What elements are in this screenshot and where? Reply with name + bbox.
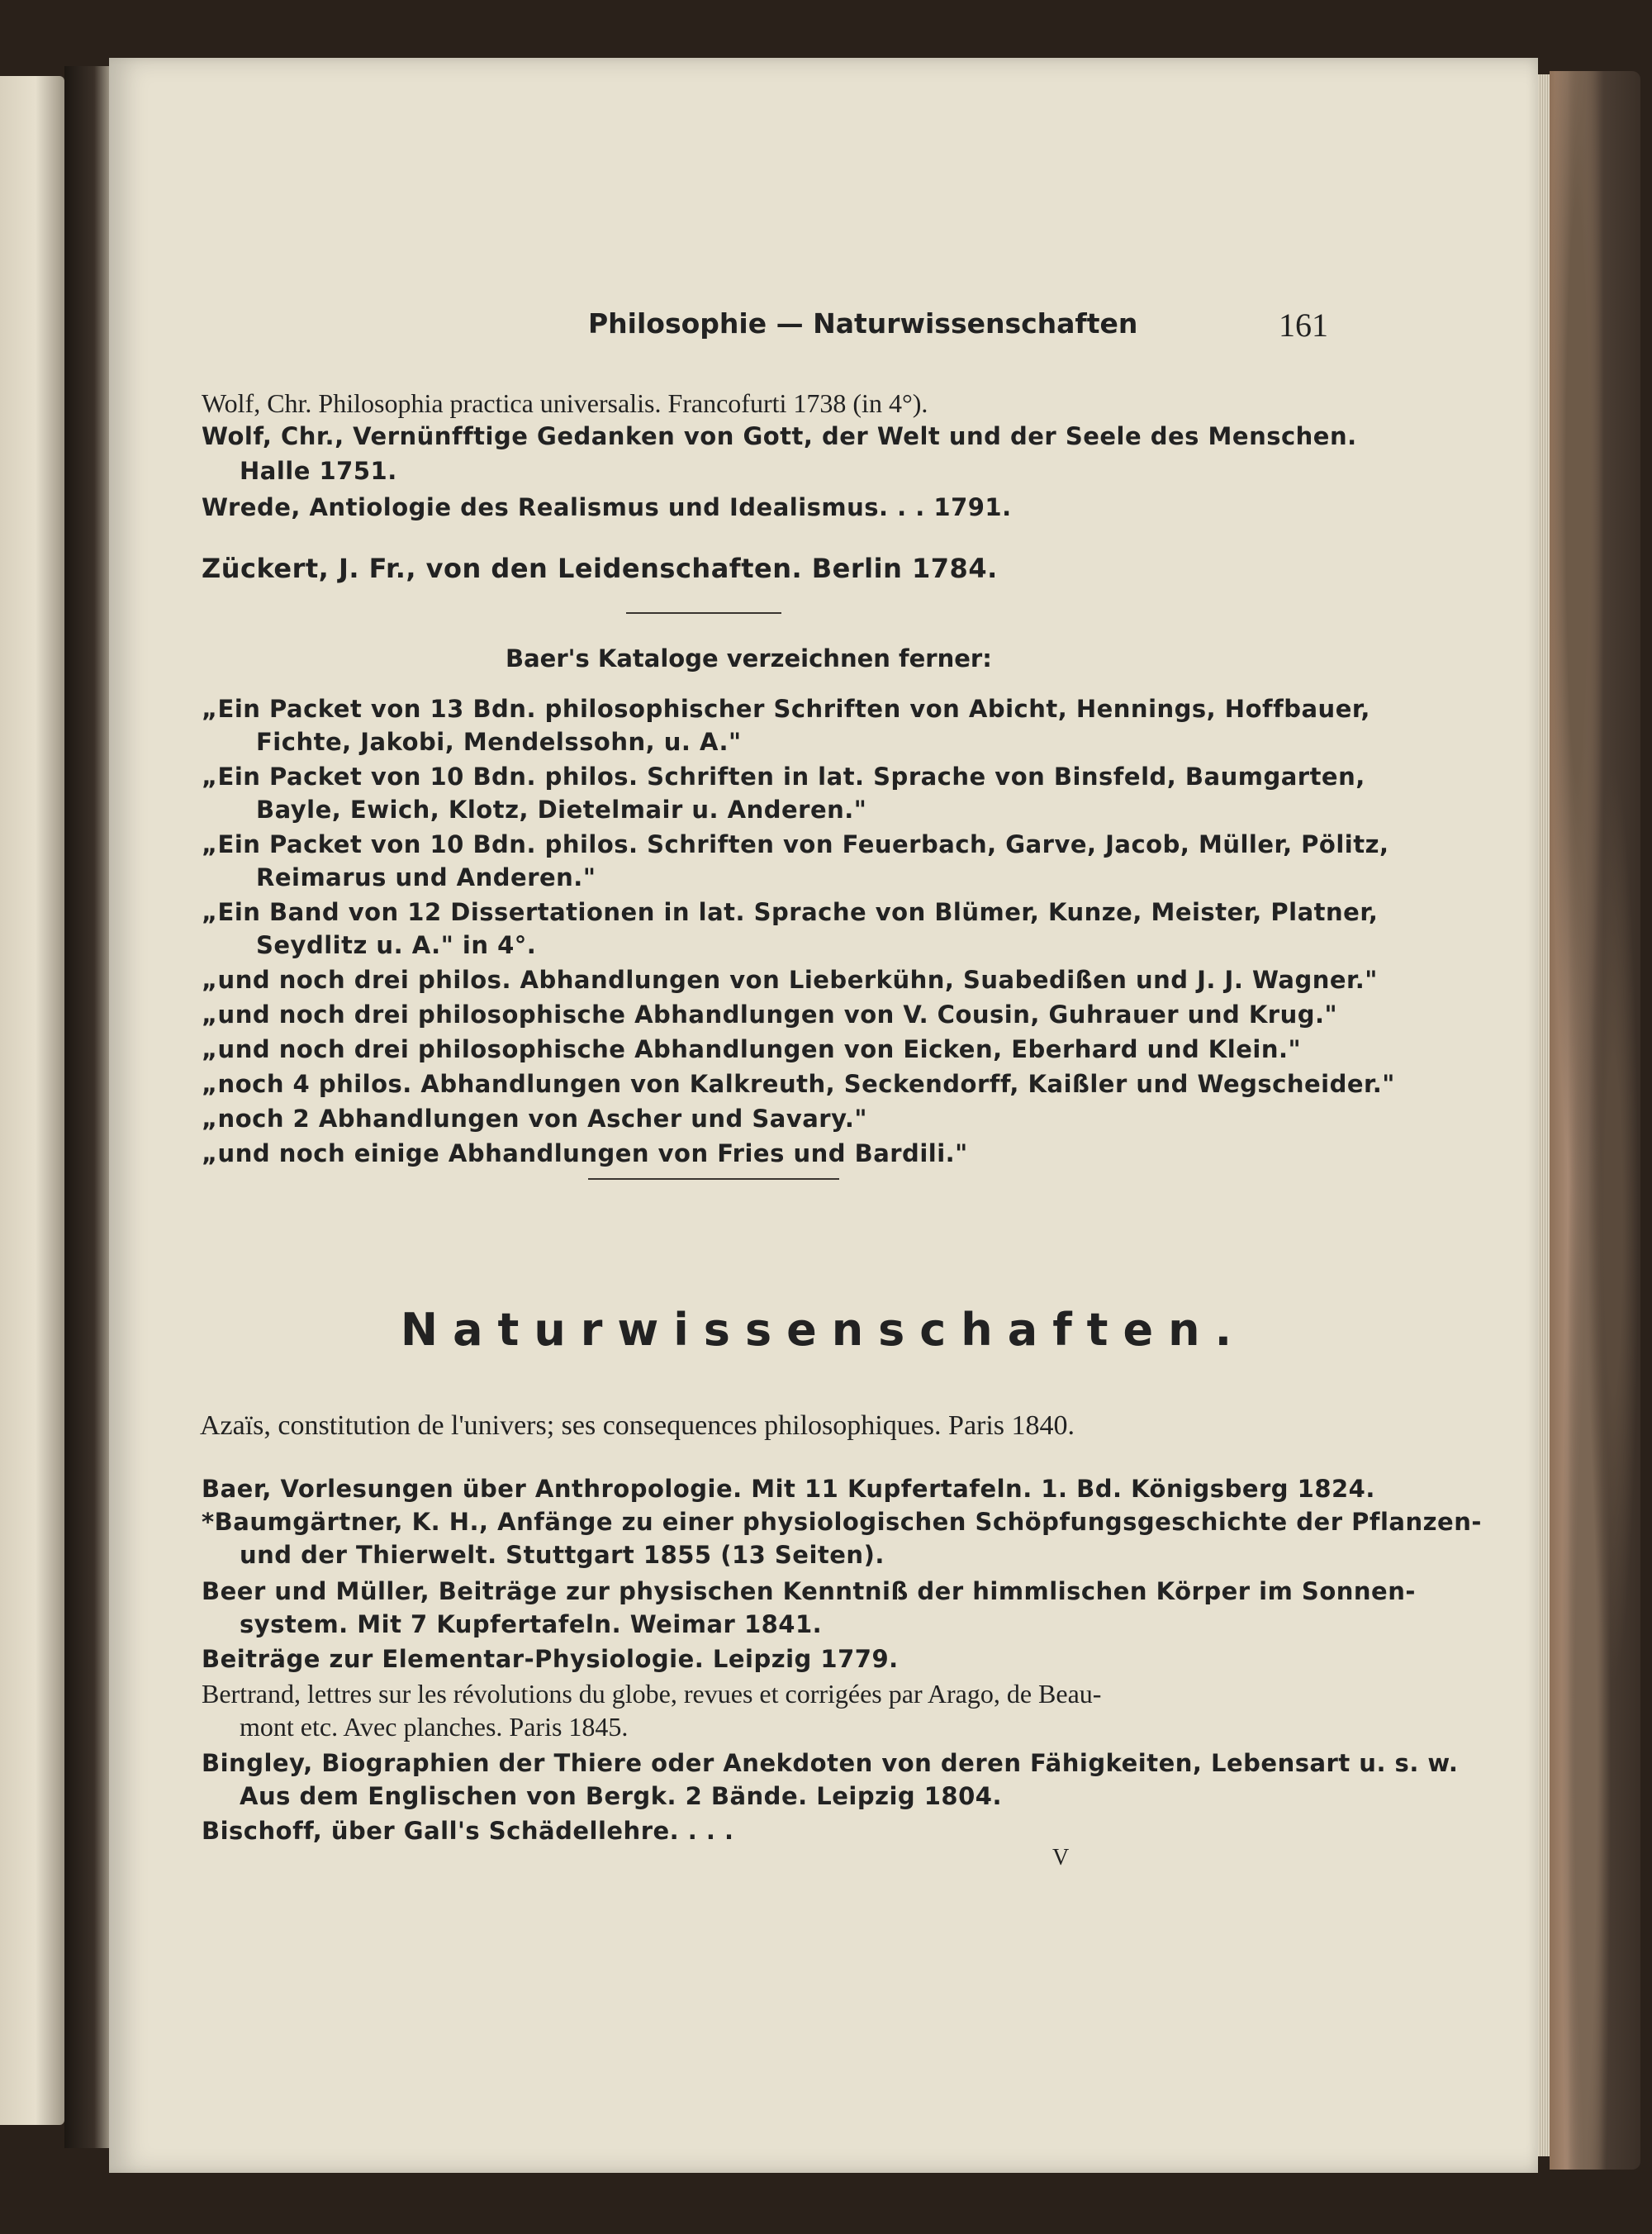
entry-line: Beer und Müller, Beiträge zur physischen Kenntniß der himmlischen Körper im Sonnen- xyxy=(202,1577,1416,1605)
entry-line: Aus dem Englischen von Bergk. 2 Bände. Leipzig 1804. xyxy=(240,1782,1002,1810)
page-number: 161 xyxy=(1279,307,1328,344)
entry-line: Bertrand, lettres sur les révolutions du globe, revues et corrigées par Arago, de Beau- xyxy=(202,1679,1102,1709)
catalogue-line: „und noch drei philos. Abhandlungen von Lieberkühn, Suabedißen und J. J. Wagner." xyxy=(202,966,1378,994)
section-title: Naturwissenschaften. xyxy=(400,1304,1247,1356)
divider xyxy=(588,1178,839,1180)
catalogue-line: „und noch einige Abhandlungen von Fries und Bardili." xyxy=(202,1139,968,1167)
catalogue-line: „noch 4 philos. Abhandlungen von Kalkreuth, Seckendorff, Kaißler und Wegscheider." xyxy=(202,1070,1395,1098)
entry-line: Wolf, Chr., Vernünfftige Gedanken von Gott, der Welt und der Seele des Menschen. xyxy=(202,422,1357,450)
catalogue-line: „noch 2 Abhandlungen von Ascher und Savary." xyxy=(202,1105,867,1133)
entry-line: mont etc. Avec planches. Paris 1845. xyxy=(240,1712,629,1742)
entry-line: *Baumgärtner, K. H., Anfänge zu einer physiologischen Schöpfungsgeschichte der Pflanzen- xyxy=(202,1508,1482,1536)
catalogue-line: „und noch drei philosophische Abhandlungen von V. Cousin, Guhrauer und Krug." xyxy=(202,1001,1338,1029)
running-head: Philosophie — Naturwissenschaften xyxy=(588,307,1138,340)
entry-line: Halle 1751. xyxy=(240,457,397,485)
entry-line: Baer, Vorlesungen über Anthropologie. Mit 11 Kupfertafeln. 1. Bd. Königsberg 1824. xyxy=(202,1475,1375,1503)
catalogue-line: „Ein Packet von 10 Bdn. philos. Schriften in lat. Sprache von Binsfeld, Baumgarten, xyxy=(202,763,1365,791)
catalogue-line: „und noch drei philosophische Abhandlungen von Eicken, Eberhard und Klein." xyxy=(202,1035,1302,1063)
catalogue-line: „Ein Packet von 10 Bdn. philos. Schriften von Feuerbach, Garve, Jacob, Müller, Pölitz, xyxy=(202,830,1389,858)
entry-line: und der Thierwelt. Stuttgart 1855 (13 Seiten). xyxy=(240,1541,885,1569)
catalogue-line: Seydlitz u. A." in 4°. xyxy=(256,931,537,959)
signature-mark: V xyxy=(1052,1845,1070,1870)
page-edges xyxy=(1538,74,1550,2156)
catalogue-line: Reimarus und Anderen." xyxy=(256,863,596,891)
entry-line: Wrede, Antiologie des Realismus und Idealismus. . . 1791. xyxy=(202,493,1012,521)
entry-line: Azaïs, constitution de l'univers; ses consequences philosophiques. Paris 1840. xyxy=(200,1410,1075,1441)
catalogue-line: „Ein Band von 12 Dissertationen in lat. Sprache von Blümer, Kunze, Meister, Platner, xyxy=(202,898,1379,926)
entry-line: Beiträge zur Elementar-Physiologie. Leipzig 1779. xyxy=(202,1645,899,1673)
catalogue-heading: Baer's Kataloge verzeichnen ferner: xyxy=(506,644,992,673)
catalogue-line: Bayle, Ewich, Klotz, Dietelmair u. Anderen." xyxy=(256,796,867,824)
left-page-edge xyxy=(0,76,64,2125)
catalogue-line: Fichte, Jakobi, Mendelssohn, u. A." xyxy=(256,728,742,756)
divider xyxy=(626,612,781,614)
book-page xyxy=(109,58,1538,2173)
entry-line: Zückert, J. Fr., von den Leidenschaften. Berlin 1784. xyxy=(202,553,998,584)
entry-line: system. Mit 7 Kupfertafeln. Weimar 1841. xyxy=(240,1610,823,1638)
entry-line: Wolf, Chr. Philosophia practica universalis. Francofurti 1738 (in 4°). xyxy=(202,388,928,418)
catalogue-line: „Ein Packet von 13 Bdn. philosophischer Schriften von Abicht, Hennings, Hoffbauer, xyxy=(202,695,1370,723)
marbled-cover xyxy=(1550,71,1640,2170)
book-gutter xyxy=(64,66,114,2148)
entry-line: Bingley, Biographien der Thiere oder Anekdoten von deren Fähigkeiten, Lebensart u. s. w. xyxy=(202,1749,1459,1777)
entry-line: Bischoff, über Gall's Schädellehre. . . . xyxy=(202,1817,734,1845)
